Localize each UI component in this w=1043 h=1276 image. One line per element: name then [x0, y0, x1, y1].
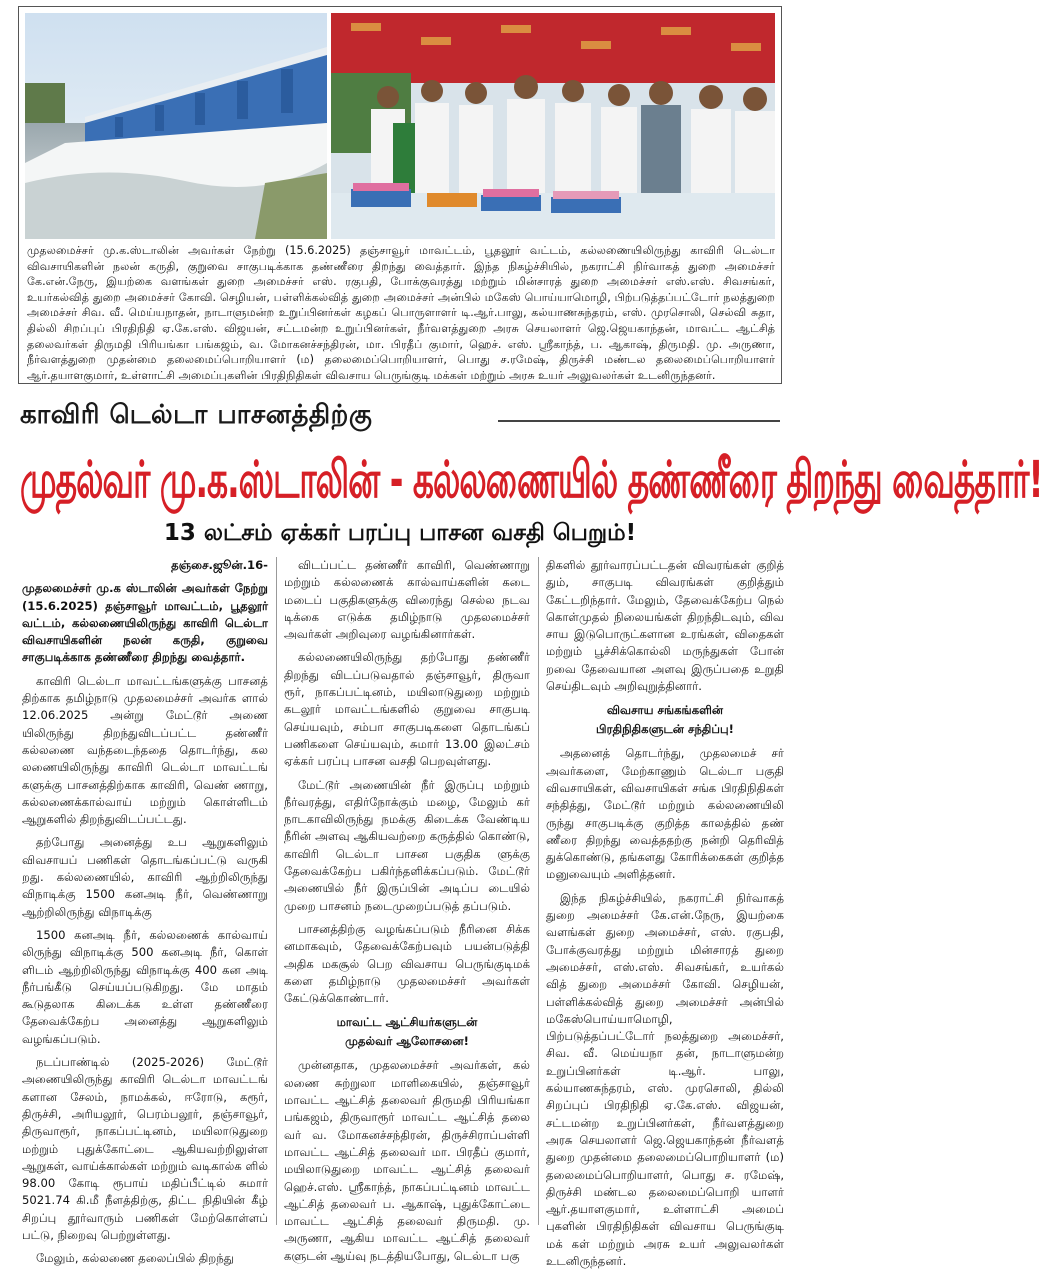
paragraph: அதனைத் தொடர்ந்து, முதலமைச் சர் அவர்களை, மேற்காணும் டெல்டா பகுதி விவசாயிகள், விவசாயிகள் சங்க பிரதிநிதிகள் சந்தித்து, மேட்டூர் மற்றும் கல்லணையிலி ருந்து சாகுபடிக்கு குறித்த காலத்தில் தண் ணீரை திறந்து வைத்ததற்கு நன்றி தெரிவித் துக்கொண்டு, தங்களது கோரிக்கைகள் குறித்த மனுவையும் அளித்தனர். [546, 746, 784, 882]
headline: முதல்வர் மு.க.ஸ்டாலின் - கல்லணையில் தண்ணீரை திறந்து வைத்தார்! [20, 449, 1043, 510]
section-subhead-farmers [546, 701, 784, 739]
paragraph: திகளில் தூர்வாரப்பட்டதன் விவரங்கள் குறித் தும், சாகுபடி விவரங்கள் குறித்தும் கேட்டறிந்தார். மேலும், தேவைக்கேற்ப நெல் கொள்முதல் நிலையங்கள் திறந்திடவும், விவ சாய இடுபொருட்களான உரங்கள், விதைகள் மற்றும் பூச்சிக்கொல்லி மருந்துகள் போன் றவை தேவையான அளவு இருப்பதை உறுதி செய்திடவும் அறிவுறுத்தினார். [546, 558, 784, 694]
paragraph: காவிரி டெல்டா மாவட்டங்களுக்கு பாசனத் திற்காக தமிழ்நாடு முதலமைச்சர் அவர்க ளால் 12.06.2025 அன்று மேட்டூர் அணை யிலிருந்து திறந்துவிடப்பட்ட தண்ணீர் கல்லணை வந்தடைந்ததை தொடர்ந்து, கல லணையிலிருந்து காவிரி டெல்டா மாவட்டங் களுக்கு பாசனத்திற்காக காவிரி, வெண் ணாறு, கல்லணைக்கால்வாய் மற்றும் கொள்ளிடம் ஆறுகளில் திறந்துவிடப்பட்டது. [22, 673, 268, 827]
paragraph: மேட்டூர் அணையின் நீர் இருப்பு மற்றும் நீர்வரத்து, எதிர்நோக்கும் மழை, மேலும் கர் நாடகாவிலிருந்து நமக்கு கிடைக்க வேண்டிய நீரின் அளவு ஆகியவற்றை கருத்தில் கொண்டு, காவிரி டெல்டா பாசன பகுதிக ளுக்கு தேவைக்கேற்ப பகிர்ந்தளிக்கப்படும். மேட்டூர் அணையில் நீர் இருப்பின் அடிப்ப டையில் முறை பாசனம் நடைமுறைப்படுத் தப்படும். [284, 777, 530, 913]
paragraph: 1500 கனஅடி நீர், கல்லணைக் கால்வாய் லிருந்து விநாடிக்கு 500 கனஅடி நீர், கொள் ளிடம் ஆற்றிலிருந்து விநாடிக்கு 400 கன அடி நீர்பங்கீடு செய்யப்படுகிறது. மே மாதம் கூடுதலாக கிடைக்க உள்ள தண்ணீரை தேவைக்கேற்ப அனைத்து ஆறுகளிலும் வழங்கப்படும். [22, 927, 268, 1046]
paragraph: தற்போது அனைத்து உப ஆறுகளிலும் விவசாயப் பணிகள் தொடங்கப்பட்டு வருகி றது. கல்லணையில், காவிரி ஆற்றிலிருந்து விநாடிக்கு 1500 கனஅடி நீர், வெண்ணாறு ஆற்றிலிருந்து விநாடிக்கு [22, 835, 268, 919]
subhead-line: மாவட்ட ஆட்சியர்களுடன் [336, 1015, 478, 1030]
paragraph: பாசனத்திற்கு வழங்கப்படும் நீரினை சிக்க னமாகவும், தேவைக்கேற்பவும் பயன்படுத்தி அதிக மகசூல் பெற விவசாய பெருங்குடிமக் களை தமிழ்நாடு முதலமைச்சர் அவர்கள் கேட்டுக்கொண்டார். [284, 921, 530, 1006]
lead-paragraph: முதலமைச்சர் மு.க ஸ்டாலின் அவர்கள் நேற்று (15.6.2025) தஞ்சாவூர் மாவட்டம், பூதலூர் வட்டம், கல்லணையிலிருந்து காவிரி டெல்டா விவசாயிகளின் நலன் கருதி, குறுவை சாகுபடிக்காக தண்ணீரை திறந்து வைத்தார். [22, 581, 268, 665]
subhead-line: விவசாய சங்கங்களின் [606, 703, 724, 718]
dateline: தஞ்சை.ஜூன்.16- [171, 558, 268, 572]
paragraph: விடப்பட்ட தண்ணீர் காவிரி, வெண்ணாறு மற்றும் கல்லணைக் கால்வாய்களின் கடை மடைப் பகுதிகளுக்கு விரைந்து செல்ல நடவ டிக்கை எடுக்க தமிழ்நாடு முதலமைச்சர் அவர்கள் அறிவுரை வழங்கினார்கள். [284, 558, 530, 642]
column-divider [276, 557, 277, 1225]
photo-caption: முதலமைச்சர் மு.க.ஸ்டாலின் அவர்கள் நேற்று (15.6.2025) தஞ்சாவூர் மாவட்டம், பூதலூர் வட்டம், கல்லணையிலிருந்து காவிரி டெல்டா விவசாயிகளின் நலன் கருதி, குறுவை சாகுபடிக்காக தண்ணீரை திறந்து வைத்தார். இந்த நிகழ்ச்சியில், நகராட்சி நிர்வாகத் துறை அமைச்சர் கே.என்.நேரு, இயற்கை வளங்கள் துறை அமைச்சர் எஸ். ரகுபதி, போக்குவரத்து மற்றும் மின்சாரத் துறை அமைச்சர் எஸ்.எஸ். சிவசங்கர், உயர்கல்வித் துறை அமைச்சர் கோவி. செழியன், பள்ளிக்கல்வித் துறை அமைச்சர் அன்பில் மகேஸ் பொய்யாமொழி, பிற்படுத்தப்பட்டோர் நலத்துறை அமைச்சர் சிவ. வீ. மெய்யநாதன், நாடாளுமன்ற உறுப்பினர்கள் கழகப் பொருளாளர் டி.ஆர்.பாலு, கல்யாணசுந்தரம், எஸ். முரசொலி, செல்வி சுதா, தில்லி சிறப்புப் பிரதிநிதி ஏ.கே.எஸ். விஜயன், சட்டமன்ற உறுப்பினர்கள், நீர்வளத்துறை அரசு செயலாளர் ஜெ.ஜெயகாந்தன், மாவட்ட ஆட்சித் தலைவர்கள் திருமதி பிரியங்கா பங்கஜம், வ. மோகனச்சந்திரன், மா. பிரதீப் குமார், ஹெச். எஸ். ஸ்ரீகாந்த், ப. ஆகாஷ், திருமதி. மு. அருணா, நீர்வளத்துறை முதன்மை தலைமைப்பொறியாளர் (ம) தலைமைப்பொறியாளர், பொது ச.ரமேஷ், திருச்சி மண்டல தலைமைப்பொறியாளர் ஆர்.தயாளகுமார், உள்ளாட்சி அமைப்புகளின் பிரதிநிதிகள் விவசாய பெருங்குடி மக்கள் மற்றும் அரசு உயர் அலுவலர்கள் உடனிருந்தனர். [27, 244, 775, 382]
paragraph: முன்னதாக, முதலமைச்சர் அவர்கள், கல் லணை சுற்றுலா மாளிகையில், தஞ்சாவூர் மாவட்ட ஆட்சித் தலைவர் திருமதி பிரியங்கா பங்கஜம், திருவாரூர் மாவட்ட ஆட்சித் தலை வர் வ. மோகனச்சந்திரன், திருச்சிராப்பள்ளி மாவட்ட ஆட்சித் தலைவர் மா. பிரதீப் குமார், மயிலாடுதுறை மாவட்ட ஆட்சித் தலைவர் ஹெச்.எஸ். ஸ்ரீகாந்த், நாகப்பட்டினம் மாவட்ட ஆட்சித் தலைவர் ப. ஆகாஷ், புதுக்கோட்டை மாவட்ட ஆட்சித் தலைவர் திருமதி. மு. அருணா, ஆகிய மாவட்ட ஆட்சித் தலைவர் களுடன் ஆய்வு நடத்தியபோது, டெல்டா பகு [284, 1058, 530, 1263]
dam-photo [25, 13, 327, 239]
column-3 [546, 557, 784, 1276]
paragraph: நடப்பாண்டில் (2025-2026) மேட்டூர் அணையிலிருந்து காவிரி டெல்டா மாவட்டங் களான சேலம், நாமக்கல், ஈரோடு, கரூர், திருச்சி, அரியலூர், பெரம்பலூர், தஞ்சாவூர், திருவாரூர், நாகப்பட்டினம், மயிலாடுதுறை மற்றும் புதுக்கோட்டை ஆகியவற்றிலுள்ள ஆறுகள், வாய்க்கால்கள் மற்றும் வடிகால்க ளில் 98.00 கோடி ரூபாய் மதிப்பீட்டில் சுமார் 5021.74 கி.மீ நீளத்திற்கு, திட்ட நிதியின் கீழ் சிறப்பு தூர்வாரும் பணிகள் மேற்கொள்ளப் பட்டு, நிறைவு பெற்றுள்ளது. [22, 1055, 268, 1242]
photo-box [18, 6, 782, 384]
subhead-line: பிரதிநிதிகளுடன் சந்திப்பு! [596, 722, 734, 737]
section-subhead-collectors [284, 1013, 530, 1051]
kicker-text: காவிரி டெல்டா பாசனத்திற்கு [20, 400, 373, 430]
paragraph: மேலும், கல்லணை தலைப்பில் திறந்து [36, 1251, 234, 1266]
column-divider [538, 557, 539, 1225]
subheadline: 13 லட்சம் ஏக்கர் பரப்பு பாசன வசதி பெறும்! [163, 520, 637, 546]
event-photo [331, 13, 775, 239]
paragraph: இந்த நிகழ்ச்சியில், நகராட்சி நிர்வாகத் துறை அமைச்சர் கே.என்.நேரு, இயற்கை வளங்கள் துறை அமைச்சர், எஸ். ரகுபதி, போக்குவரத்து மற்றும் மின்சாரத் துறை அமைச்சர், எஸ்.எஸ். சிவசங்கர், உயர்கல் வித் துறை அமைச்சர் கோவி. செழியன், பள்ளிக்கல்வித் துறை அமைச்சர் அன்பில் மகேஸ்பொய்யாமொழி, பிற்படுத்தப்பட்டோர் நலத்துறை அமைச்சர், சிவ. வீ. மெய்யநா தன், நாடாளுமன்ற உறுப்பினர்கள் டி.ஆர். பாலு, கல்யாணசுந்தரம், எஸ். முரசொலி, தில்லி சிறப்புப் பிரதிநிதி ஏ.கே.எஸ். விஜயன், சட்டமன்ற உறுப்பினர்கள், நீர்வளத்துறை அரசு செயலாளர் ஜெ.ஜெயகாந்தன் நீர்வளத் துறை முதன்மை தலைமைப்பொறியாளர் (ம) தலைமைப்பொறியாளர், பொது ச. ரமேஷ், திருச்சி மண்டல தலைமைப்பொறி யாளர் ஆர்.தயாளகுமார், உள்ளாட்சி அமைப் புகளின் பிரதிநிதிகள் விவசாய பெருங்குடி மக் கள் மற்றும் அரசு உயர் அலுவலர்கள் உடனிருந்தனர். [546, 890, 784, 1268]
column-1 [22, 557, 268, 1274]
column-2 [284, 557, 530, 1271]
subhead-line: முதல்வர் ஆலோசனை! [345, 1034, 469, 1049]
paragraph: கல்லணையிலிருந்து தற்போது தண்ணீர் திறந்து விடப்படுவதால் தஞ்சாவூர், திருவா ரூர், நாகப்பட்டினம், மயிலாடுதுறை மற்றும் கடலூர் மாவட்டங்களில் குறுவை சாகுபடி செய்யவும், சம்பா சாகுபடிகளை தொடங்கப் பணிகளை செய்யவும், சுமார் 13.00 இலட்சம் ஏக்கர் பரப்பு பாசன வசதி பெறவுள்ளது. [284, 650, 530, 769]
